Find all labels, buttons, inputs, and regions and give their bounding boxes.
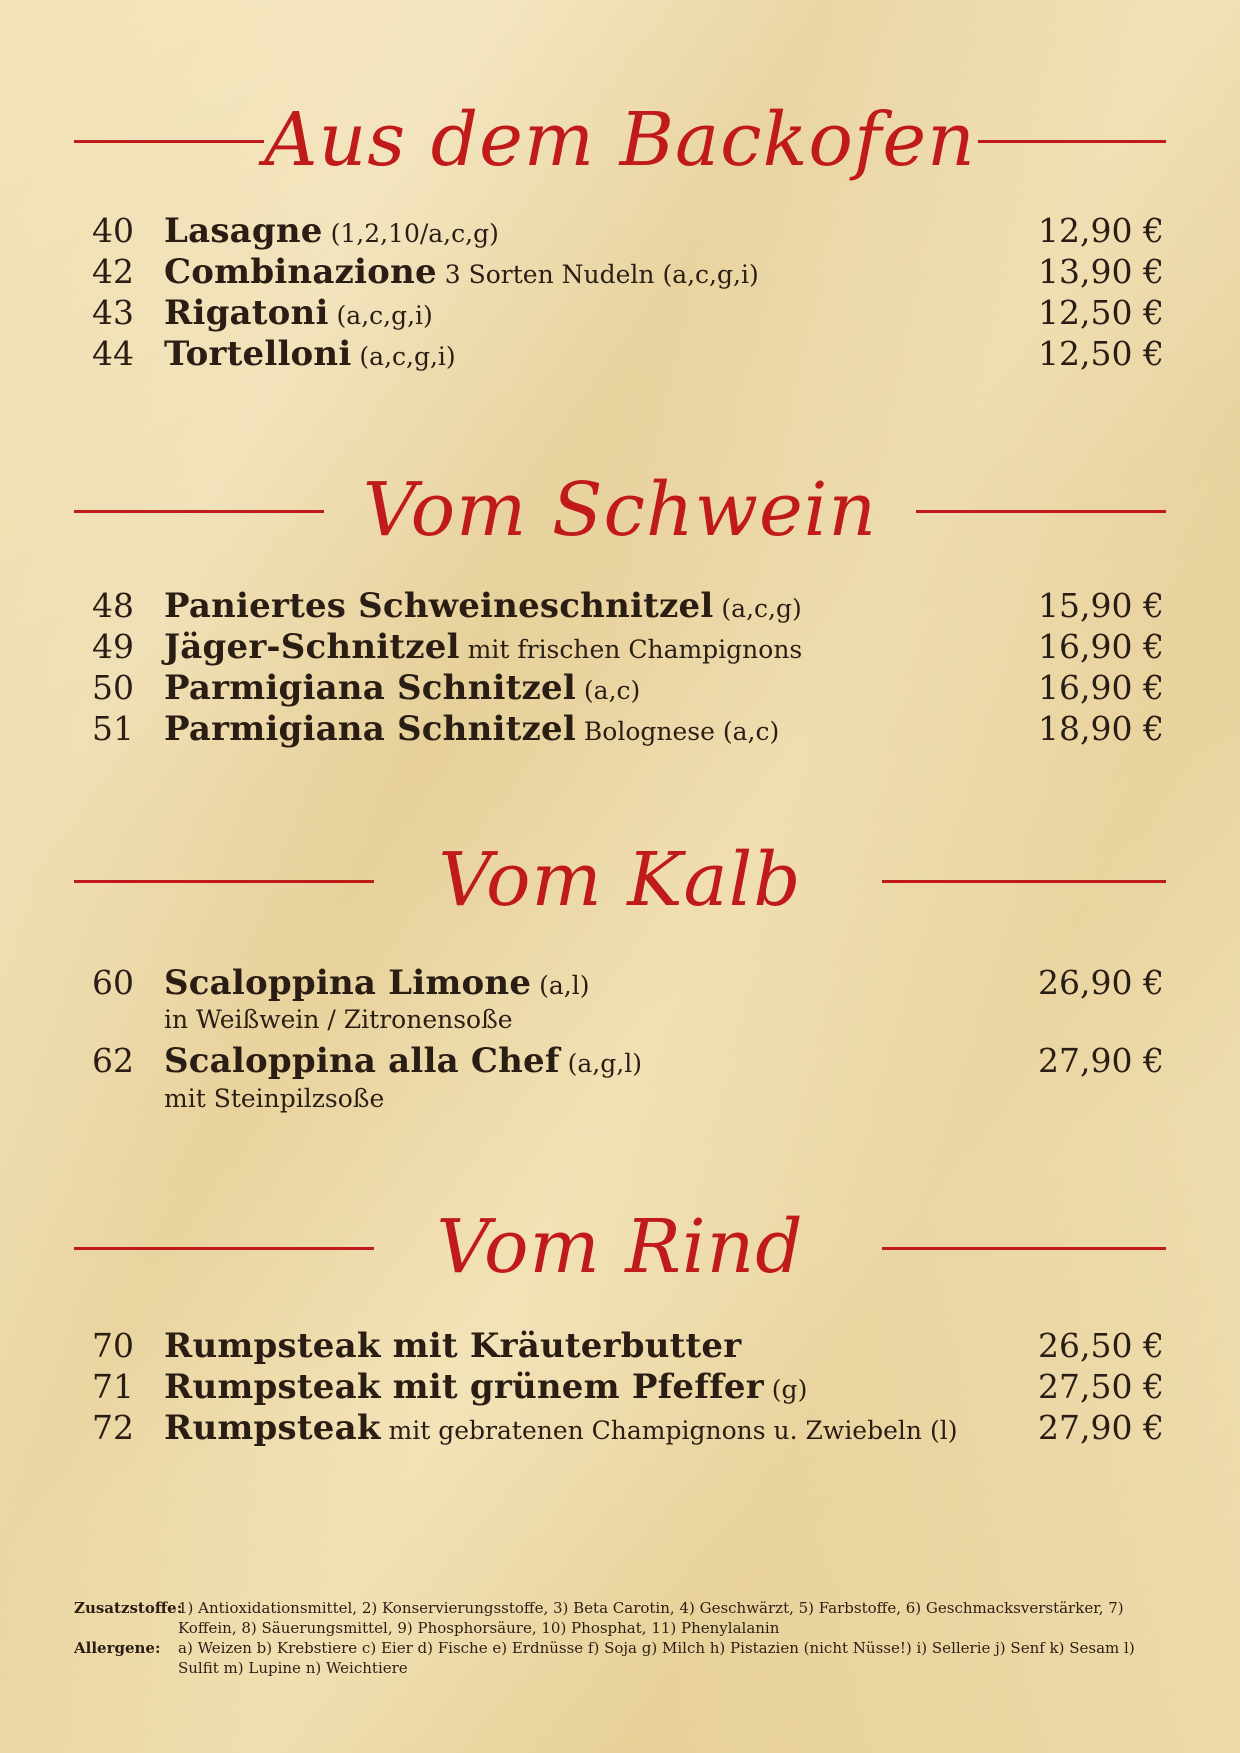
divider-right xyxy=(978,140,1166,143)
item-note: mit frischen Champignons xyxy=(459,635,803,664)
section-heading-row xyxy=(0,85,1240,195)
item-subtitle: in Weißwein / Zitronensoße xyxy=(164,1005,513,1034)
section-title: Vom Kalb xyxy=(438,837,802,923)
item-description xyxy=(164,1407,957,1453)
item-number: 44 xyxy=(92,334,134,373)
item-name: Tortelloni xyxy=(164,334,352,374)
item-description xyxy=(164,1040,642,1086)
item-number: 70 xyxy=(92,1326,134,1365)
item-description xyxy=(164,962,589,1008)
additives-text: 1) Antioxidationsmittel, 2) Konservierungsstoffe, 3) Beta Carotin, 4) Geschwärzt, 5) Farbstoffe, 6) Geschmacksverstärker, 7) Koffein, 8) Säuerungsmittel, 9) Phosphorsäure, 10) Phosphat, 11) Phenylalanin xyxy=(178,1599,1124,1637)
menu-item xyxy=(0,667,1240,709)
item-name: Paniertes Schweineschnitzel xyxy=(164,586,714,626)
item-name: Lasagne xyxy=(164,211,323,251)
item-number: 71 xyxy=(92,1367,134,1406)
item-note: (a,g,l) xyxy=(559,1049,642,1078)
item-price: 26,90 € xyxy=(1038,963,1164,1002)
section-heading-row xyxy=(0,455,1240,565)
item-number: 51 xyxy=(92,709,134,748)
item-price: 27,50 € xyxy=(1038,1367,1164,1406)
item-note: (a,c) xyxy=(575,676,641,705)
item-price: 16,90 € xyxy=(1038,627,1164,666)
item-description xyxy=(164,1366,807,1412)
section-schwein xyxy=(0,455,1240,565)
item-description xyxy=(164,585,802,631)
item-price: 15,90 € xyxy=(1038,586,1164,625)
item-note: Bolognese (a,c) xyxy=(575,717,780,746)
item-price: 16,90 € xyxy=(1038,668,1164,707)
item-number: 49 xyxy=(92,627,134,666)
item-name: Combinazione xyxy=(164,252,437,292)
item-name: Parmigiana Schnitzel xyxy=(164,709,576,749)
item-number: 60 xyxy=(92,963,134,1002)
footer-legend xyxy=(74,1598,1174,1678)
item-number: 42 xyxy=(92,252,134,291)
section-title: Vom Schwein xyxy=(362,467,878,553)
item-name: Scaloppina Limone xyxy=(164,963,532,1003)
menu-item xyxy=(0,333,1240,375)
allergens-label: Allergene: xyxy=(74,1639,161,1657)
divider-right xyxy=(882,1247,1166,1250)
allergens-row xyxy=(74,1638,1174,1678)
item-description xyxy=(164,333,456,379)
item-name: Rigatoni xyxy=(164,293,329,333)
divider-right xyxy=(882,880,1166,883)
item-price: 12,50 € xyxy=(1038,334,1164,373)
section-heading-row xyxy=(0,1192,1240,1302)
item-note: (a,c,g) xyxy=(713,594,802,623)
item-price: 27,90 € xyxy=(1038,1041,1164,1080)
section-title: Vom Rind xyxy=(436,1204,804,1290)
item-note: (a,c,g,i) xyxy=(351,342,456,371)
menu-item xyxy=(0,626,1240,668)
menu-item xyxy=(0,1366,1240,1408)
section-rind xyxy=(0,1192,1240,1302)
item-price: 26,50 € xyxy=(1038,1326,1164,1365)
item-price: 12,90 € xyxy=(1038,211,1164,250)
item-price: 27,90 € xyxy=(1038,1408,1164,1447)
item-description xyxy=(164,210,499,256)
item-note: (a,l) xyxy=(531,971,590,1000)
item-description xyxy=(164,251,759,297)
menu-item xyxy=(0,585,1240,627)
section-kalb xyxy=(0,825,1240,935)
item-note: (g) xyxy=(763,1375,808,1404)
item-price: 12,50 € xyxy=(1038,293,1164,332)
menu-item xyxy=(0,1407,1240,1449)
item-description xyxy=(164,708,779,754)
item-number: 62 xyxy=(92,1041,134,1080)
menu-item xyxy=(0,1325,1240,1367)
section-heading-row xyxy=(0,825,1240,935)
menu-item xyxy=(0,292,1240,334)
item-note: (a,c,g,i) xyxy=(328,301,433,330)
menu-item xyxy=(0,1040,1240,1082)
item-number: 48 xyxy=(92,586,134,625)
item-price: 13,90 € xyxy=(1038,252,1164,291)
item-name: Parmigiana Schnitzel xyxy=(164,668,576,708)
menu-item xyxy=(0,210,1240,252)
item-name: Rumpsteak mit grünem Pfeffer xyxy=(164,1367,764,1407)
item-name: Jäger-Schnitzel xyxy=(164,627,460,667)
menu-item xyxy=(0,251,1240,293)
item-number: 43 xyxy=(92,293,134,332)
additives-row xyxy=(74,1598,1174,1638)
item-note: (1,2,10/a,c,g) xyxy=(322,219,499,248)
item-note: mit gebratenen Champignons u. Zwiebeln (l) xyxy=(380,1416,958,1445)
item-name: Scaloppina alla Chef xyxy=(164,1041,560,1081)
item-description xyxy=(164,626,802,672)
item-number: 72 xyxy=(92,1408,134,1447)
additives-label: Zusatzstoffe: xyxy=(74,1599,183,1617)
divider-right xyxy=(916,510,1166,513)
item-number: 50 xyxy=(92,668,134,707)
item-name: Rumpsteak mit Kräuterbutter xyxy=(164,1326,742,1366)
allergens-text: a) Weizen b) Krebstiere c) Eier d) Fische e) Erdnüsse f) Soja g) Milch h) Pistazien (nicht Nüsse!) i) Sellerie j) Senf k) Sesam l) Sulfit m) Lupine n) Weichtiere xyxy=(178,1639,1135,1677)
item-price: 18,90 € xyxy=(1038,709,1164,748)
item-description xyxy=(164,1325,741,1371)
item-name: Rumpsteak xyxy=(164,1408,381,1448)
menu-item xyxy=(0,708,1240,750)
item-description xyxy=(164,292,433,338)
section-title: Aus dem Backofen xyxy=(264,97,976,183)
item-subtitle: mit Steinpilzsoße xyxy=(164,1084,385,1113)
menu-item xyxy=(0,962,1240,1004)
item-number: 40 xyxy=(92,211,134,250)
item-note: 3 Sorten Nudeln (a,c,g,i) xyxy=(436,260,759,289)
section-backofen xyxy=(0,85,1240,195)
item-description xyxy=(164,667,640,713)
